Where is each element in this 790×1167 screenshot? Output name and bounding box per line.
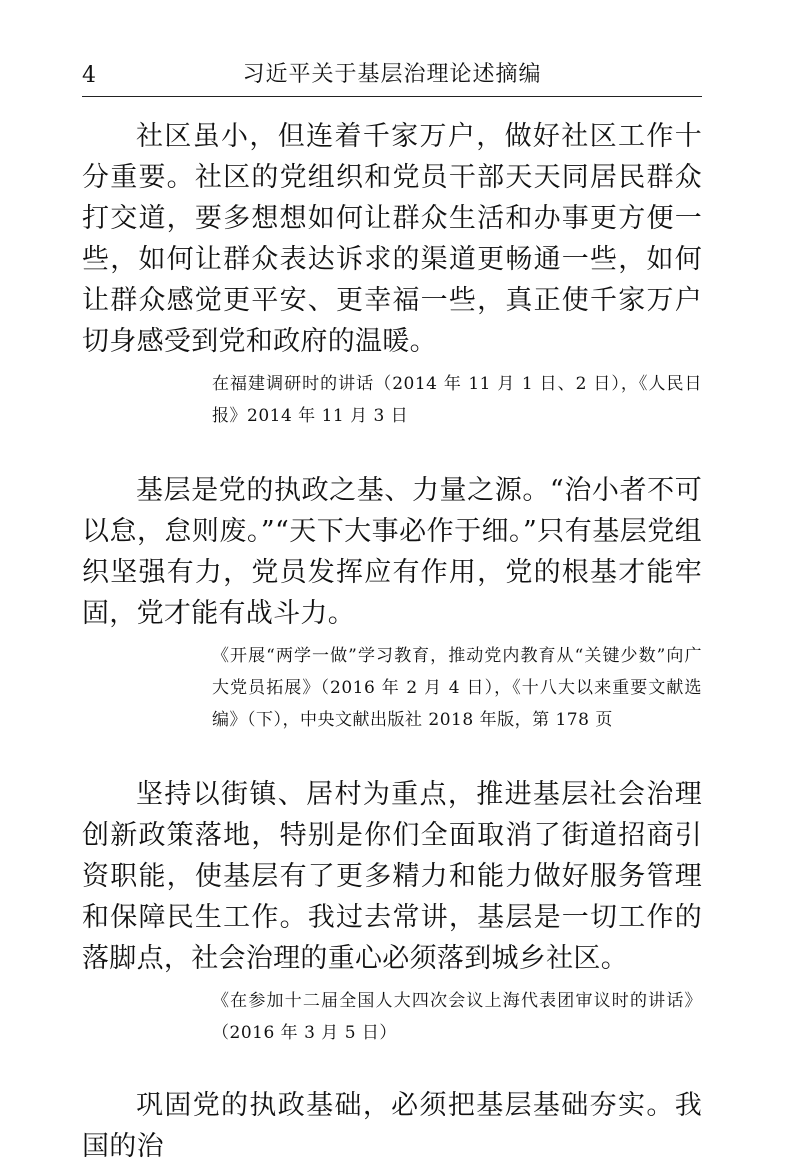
quote-paragraph: 坚持以街镇、居村为重点，推进基层社会治理创新政策落地，特别是你们全面取消了街道招商引资职能，使基层有了更多精力和能力做好服务管理和保障民生工作。我过去常讲，基层是一切工作的落脚点，社会治理的重心必须落到城乡社区。 bbox=[82, 779, 702, 974]
page-number: 4 bbox=[82, 63, 96, 88]
running-title: 习近平关于基层治理论述摘编 bbox=[242, 62, 542, 87]
source-citation: 在福建调研时的讲话（2014 年 11 月 1 日、2 日），《人民日报》2014 年 11 月 3 日 bbox=[212, 374, 702, 426]
source-citation: 《在参加十二届全国人大四次会议上海代表团审议时的讲话》（2016 年 3 月 5 日） bbox=[212, 991, 702, 1043]
source-citation: 《开展“两学一做”学习教育，推动党内教育从“关键少数”向广大党员拓展》（2016 年 2 月 4 日），《十八大以来重要文献选编》（下），中央文献出版社 2018 年版，第 178 页 bbox=[212, 646, 702, 730]
page-content bbox=[82, 112, 702, 1167]
quote-paragraph: 基层是党的执政之基、力量之源。“治小者不可以怠，怠则废。”“天下大事必作于细。”只有基层党组织坚强有力，党员发挥应有作用，党的根基才能牢固，党才能有战斗力。 bbox=[82, 475, 702, 629]
page-header bbox=[82, 52, 702, 97]
quote-paragraph: 巩固党的执政基础，必须把基层基础夯实。我国的治 bbox=[82, 1090, 702, 1162]
quote-paragraph: 社区虽小，但连着千家万户，做好社区工作十分重要。社区的党组织和党员干部天天同居民群众打交道，要多想想如何让群众生活和办事更方便一些，如何让群众表达诉求的渠道更畅通一些，如何让群众感觉更平安、更幸福一些，真正使千家万户切身感受到党和政府的温暖。 bbox=[82, 121, 702, 357]
